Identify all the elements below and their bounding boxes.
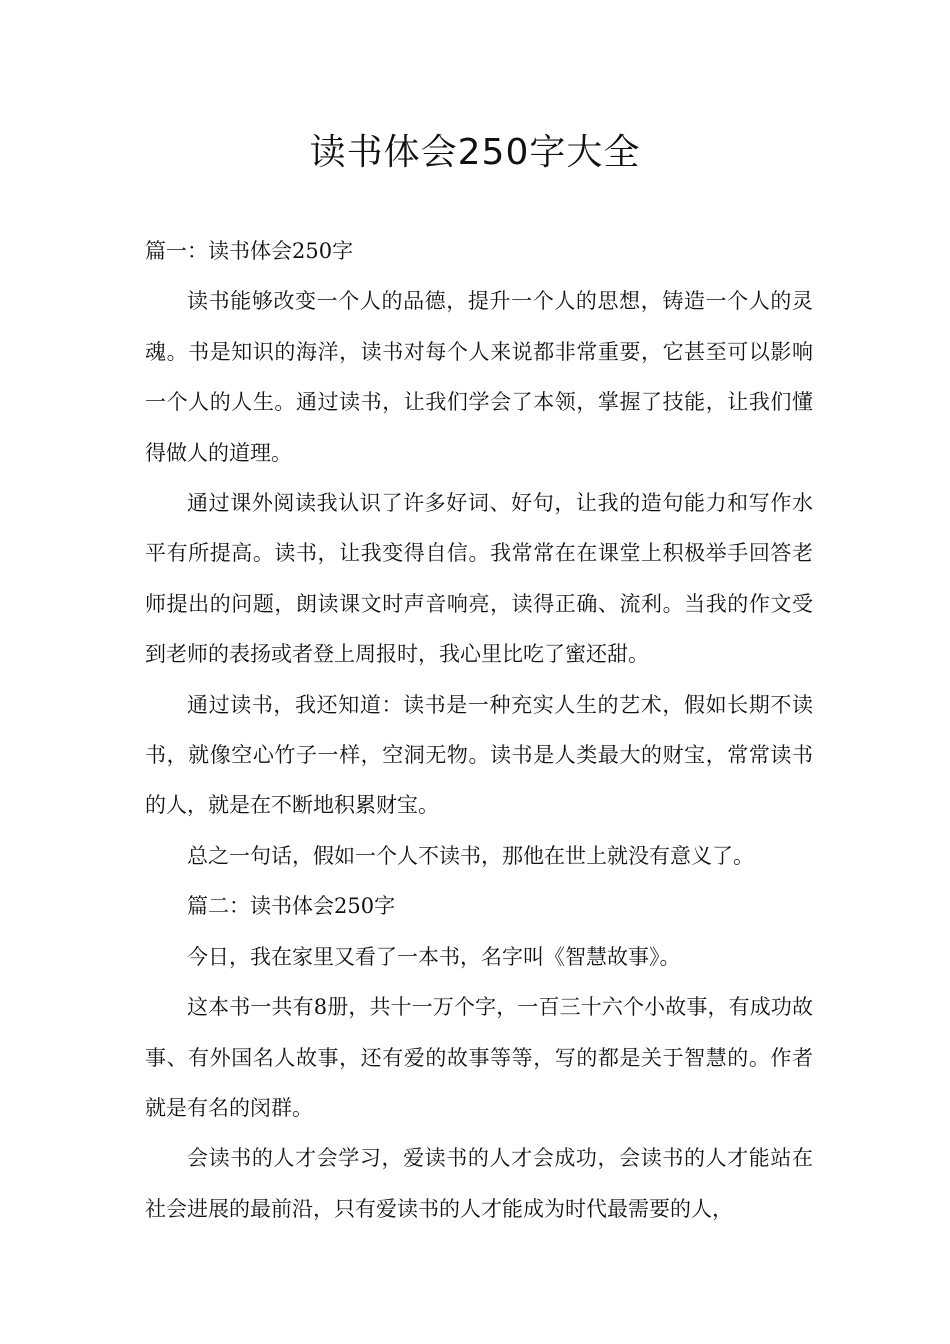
paragraph: 通过课外阅读我认识了许多好词、好句，让我的造句能力和写作水平有所提高。读书，让我变得自信。我常常在在课堂上积极举手回答老师提出的问题，朗读课文时声音响亮，读得正确、流利。当我的作文受到老师的表扬或者登上周报时，我心里比吃了蜜还甜。 — [145, 491, 813, 667]
paragraph: 总之一句话，假如一个人不读书，那他在世上就没有意义了。 — [187, 843, 754, 868]
paragraph: 今日，我在家里又看了一本书，名字叫《智慧故事》。 — [187, 944, 681, 969]
paragraph: 读书能够改变一个人的品德，提升一个人的思想，铸造一个人的灵魂。书是知识的海洋，读书对每个人来说都非常重要，它甚至可以影响一个人的人生。通过读书，让我们学会了本领，掌握了技能，让我们懂得做人的道理。 — [145, 289, 813, 465]
section-heading-1: 篇一：读书体会250字 — [145, 239, 354, 263]
section-heading-2: 篇二：读书体会250字 — [187, 894, 396, 919]
document-title: 读书体会250字大全 — [309, 132, 641, 173]
paragraph: 通过读书，我还知道：读书是一种充实人生的艺术，假如长期不读书，就像空心竹子一样，空洞无物。读书是人类最大的财宝，常常读书的人，就是在不断地积累财宝。 — [145, 692, 813, 818]
paragraph: 这本书一共有8册，共十一万个字，一百三十六个小故事，有成功故事、有外国名人故事，还有爱的故事等等，写的都是关于智慧的。作者就是有名的闵群。 — [145, 995, 813, 1120]
paragraph: 会读书的人才会学习，爱读书的人才会成功，会读书的人才能站在社会进展的最前沿，只有爱读书的人才能成为时代最需要的人， — [145, 1146, 813, 1221]
document-body — [145, 226, 813, 1234]
